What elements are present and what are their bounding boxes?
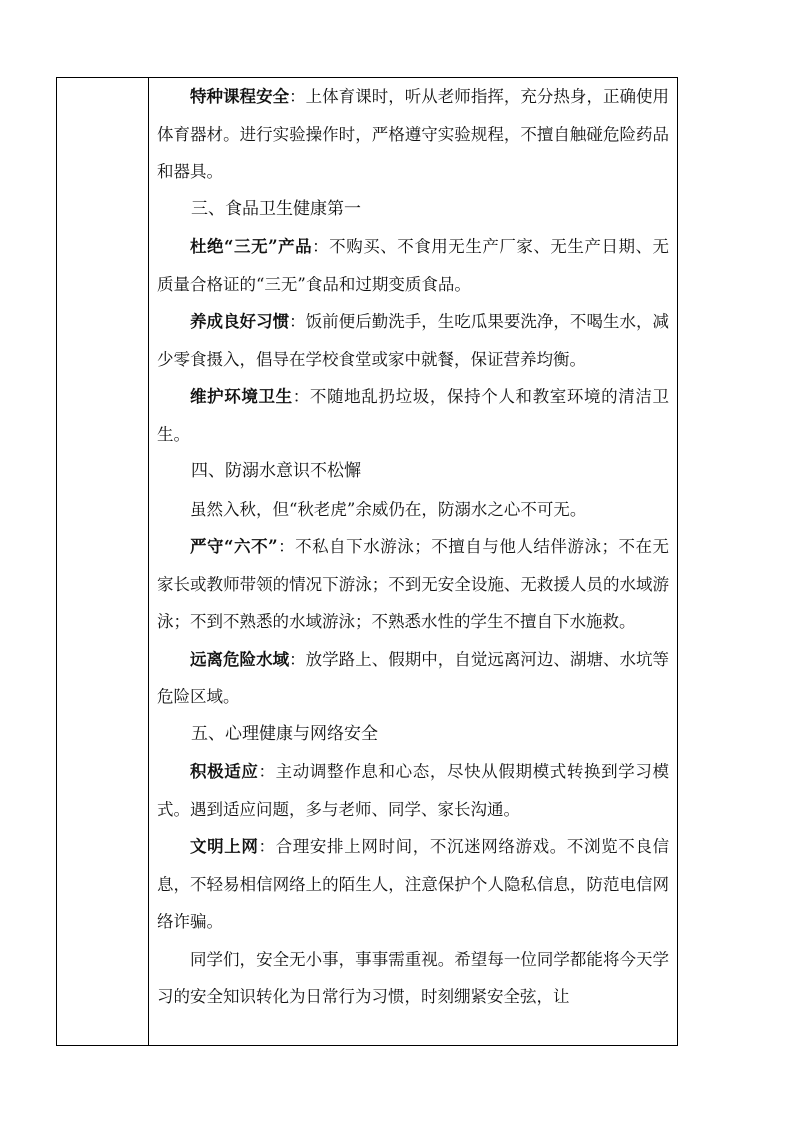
paragraph-text: 同学们，安全无小事，事事需重视。希望每一位同学都能将今天学习的安全知识转化为日常行为习惯，时刻绷紧安全弦，让 — [157, 949, 669, 1006]
term-environment-hygiene: 维护环境卫生 — [190, 387, 293, 406]
paragraph-text: 不私自下水游泳；不擅自与他人结伴游泳；不在无家长或教师带领的情况下游泳；不到无安全设施、无救援人员的水域游泳；不到不熟悉的水域游泳；不熟悉水性的学生不擅自下水施救。 — [157, 537, 670, 631]
paragraph-text: 放学路上、假期中，自觉远离河边、湖塘、水坑等危险区域。 — [157, 649, 670, 706]
document-content — [157, 78, 669, 1016]
paragraph-civilized-internet: 文明上网：合理安排上网时间，不沉迷网络游戏。不浏览不良信息，不轻易相信网络上的陌生人，注意保护个人隐私信息，防范电信网络诈骗。 — [157, 837, 670, 931]
paragraph-no-three-nos: 杜绝“三无”产品：不购买、不食用无生产厂家、无生产日期、无质量合格证的“三无”食品和过期变质食品。 — [157, 237, 670, 294]
paragraph-autumn-intro — [157, 491, 669, 529]
paragraph-closing — [157, 941, 669, 1016]
paragraph-good-habits: 养成良好习惯：饭前便后勤洗手，生吃瓜果要洗净，不喝生水，减少零食摄入，倡导在学校食堂或家中就餐，保证营养均衡。 — [157, 312, 670, 369]
column-divider — [148, 77, 149, 1046]
paragraph-text: 不购买、不食用无生产厂家、无生产日期、无质量合格证的“三无”食品和过期变质食品。 — [157, 237, 670, 294]
paragraph-text: 上体育课时，听从老师指挥，充分热身，正确使用体育器材。进行实验操作时，严格遵守实验规程，不擅自触碰危险药品和器具。 — [157, 87, 670, 181]
paragraph-text: 虽然入秋，但“秋老虎”余威仍在，防溺水之心不可无。 — [190, 499, 587, 519]
paragraph-text: 不随地乱扔垃圾，保持个人和教室环境的清洁卫生。 — [157, 387, 670, 444]
term-good-habits: 养成良好习惯 — [190, 312, 290, 331]
term-six-nos: 严守“六不” — [190, 537, 278, 556]
term-active-adaptation: 积极适应 — [190, 762, 259, 781]
paragraph-avoid-dangerous-waters: 远离危险水域：放学路上、假期中，自觉远离河边、湖塘、水坑等危险区域。 — [157, 649, 670, 706]
paragraph-active-adaptation: 积极适应：主动调整作息和心态，尽快从假期模式转换到学习模式。遇到适应问题，多与老师、同学、家长沟通。 — [157, 762, 670, 819]
term-special-course-safety: 特种课程安全 — [190, 87, 290, 106]
paragraph-environment-hygiene: 维护环境卫生：不随地乱扔垃圾，保持个人和教室环境的清洁卫生。 — [157, 387, 670, 444]
term-civilized-internet: 文明上网 — [190, 837, 259, 856]
paragraph-text: 合理安排上网时间，不沉迷网络游戏。不浏览不良信息，不轻易相信网络上的陌生人，注意保护个人隐私信息，防范电信网络诈骗。 — [157, 837, 670, 931]
paragraph-six-nos: 严守“六不”：不私自下水游泳；不擅自与他人结伴游泳；不在无家长或教师带领的情况下游泳；不到无安全设施、无救援人员的水域游泳；不到不熟悉的水域游泳；不熟悉水性的学生不擅自下水施救。 — [157, 537, 670, 631]
section-heading-food-hygiene: 三、食品卫生健康第一 — [191, 198, 361, 219]
term-no-three-nos: 杜绝“三无”产品 — [190, 237, 313, 256]
paragraph-special-course-safety: 特种课程安全：上体育课时，听从老师指挥，充分热身，正确使用体育器材。进行实验操作时，严格遵守实验规程，不擅自触碰危险药品和器具。 — [157, 87, 670, 181]
paragraph-text: 主动调整作息和心态，尽快从假期模式转换到学习模式。遇到适应问题，多与老师、同学、家长沟通。 — [157, 762, 670, 819]
section-heading-mental-health-network: 五、心理健康与网络安全 — [191, 723, 378, 744]
paragraph-text: 饭前便后勤洗手，生吃瓜果要洗净，不喝生水，减少零食摄入，倡导在学校食堂或家中就餐，保证营养均衡。 — [157, 312, 670, 369]
section-heading-drowning-prevention: 四、防溺水意识不松懈 — [191, 461, 361, 481]
term-avoid-dangerous-waters: 远离危险水域 — [190, 649, 290, 669]
